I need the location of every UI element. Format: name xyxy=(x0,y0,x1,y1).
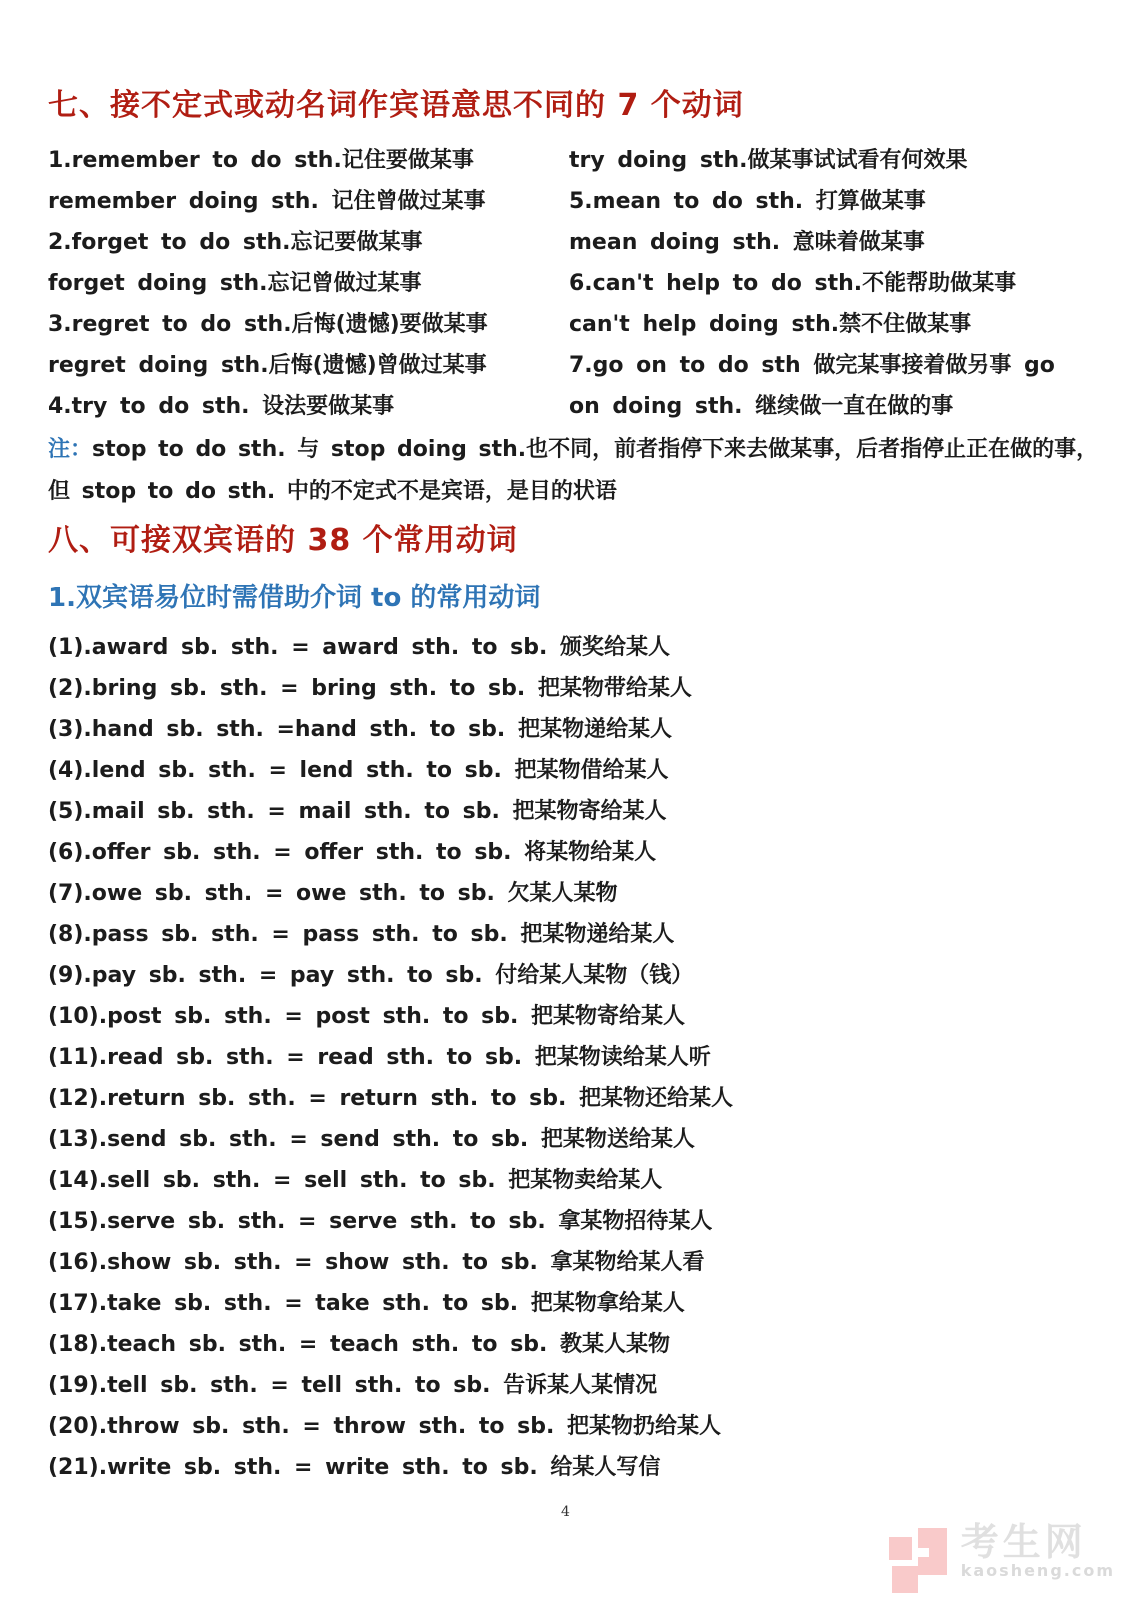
list-item: (9).pay sb. sth. = pay sth. to sb. 付给某人某物（钱） xyxy=(48,963,694,988)
page-number: 4 xyxy=(561,1504,570,1520)
list-item: on doing sth. 继续做一直在做的事 xyxy=(569,394,954,419)
kaosheng-watermark xyxy=(889,1522,1115,1594)
list-item: (1).award sb. sth. = award sth. to sb. 颁奖给某人 xyxy=(48,635,671,660)
list-item: can't help doing sth.禁不住做某事 xyxy=(569,312,972,337)
list-item: (10).post sb. sth. = post sth. to sb. 把某物寄给某人 xyxy=(48,1004,686,1029)
list-item: remember doing sth. 记住曾做过某事 xyxy=(48,189,486,214)
list-item: (18).teach sb. sth. = teach sth. to sb. 教某人某物 xyxy=(48,1332,671,1357)
list-item: (2).bring sb. sth. = bring sth. to sb. 把某物带给某人 xyxy=(48,676,692,701)
section8-subsection1-title: 1.双宾语易位时需借助介词 to 的常用动词 xyxy=(48,583,541,613)
list-item: 6.can't help to do sth.不能帮助做某事 xyxy=(569,271,1017,296)
list-item: (16).show sb. sth. = show sth. to sb. 拿某物给某人看 xyxy=(48,1250,705,1275)
section7-two-column-list xyxy=(48,140,1101,427)
list-item: 7.go on to do sth 做完某事接着做另事 go xyxy=(569,353,1055,378)
list-item: (4).lend sb. sth. = lend sth. to sb. 把某物借给某人 xyxy=(48,758,669,783)
list-item: (21).write sb. sth. = write sth. to sb. 给某人写信 xyxy=(48,1455,661,1480)
list-item: (6).offer sb. sth. = offer sth. to sb. 将某物给某人 xyxy=(48,840,657,865)
list-item: (7).owe sb. sth. = owe sth. to sb. 欠某人某物 xyxy=(48,881,618,906)
list-item: 4.try to do sth. 设法要做某事 xyxy=(48,394,395,419)
watermark-site-name: 考生网 xyxy=(960,1520,1087,1564)
list-item: try doing sth.做某事试试看有何效果 xyxy=(569,148,968,173)
section8-verb-list xyxy=(48,627,1101,1488)
list-item: (15).serve sb. sth. = serve sth. to sb. 拿某物招待某人 xyxy=(48,1209,713,1234)
note-label: 注： xyxy=(48,437,93,462)
list-item: 1.remember to do sth.记住要做某事 xyxy=(48,148,474,173)
list-item: (13).send sb. sth. = send sth. to sb. 把某物送给某人 xyxy=(48,1127,695,1152)
list-item: (12).return sb. sth. = return sth. to sb. 把某物还给某人 xyxy=(48,1086,734,1111)
watermark-site-domain: kaosheng.com xyxy=(960,1561,1115,1580)
list-item: mean doing sth. 意味着做某事 xyxy=(569,230,925,255)
list-item: (8).pass sb. sth. = pass sth. to sb. 把某物递给某人 xyxy=(48,922,675,947)
list-item: (20).throw sb. sth. = throw sth. to sb. 把某物扔给某人 xyxy=(48,1414,722,1439)
kaosheng-logo-icon xyxy=(889,1528,951,1594)
list-item: (3).hand sb. sth. =hand sth. to sb. 把某物递给某人 xyxy=(48,717,672,742)
section7-right-column xyxy=(569,140,1101,427)
list-item: forget doing sth.忘记曾做过某事 xyxy=(48,271,422,296)
list-item: regret doing sth.后悔(遗憾)曾做过某事 xyxy=(48,353,487,378)
section7-title: 七、接不定式或动名词作宾语意思不同的 7 个动词 xyxy=(48,88,744,123)
list-item: (19).tell sb. sth. = tell sth. to sb. 告诉某人某情况 xyxy=(48,1373,658,1398)
list-item: 5.mean to do sth. 打算做某事 xyxy=(569,189,926,214)
list-item: (17).take sb. sth. = take sth. to sb. 把某物拿给某人 xyxy=(48,1291,685,1316)
list-item: (11).read sb. sth. = read sth. to sb. 把某物读给某人听 xyxy=(48,1045,711,1070)
list-item: (5).mail sb. sth. = mail sth. to sb. 把某物寄给某人 xyxy=(48,799,667,824)
section7-note xyxy=(48,429,1101,513)
list-item: 2.forget to do sth.忘记要做某事 xyxy=(48,230,423,255)
note-text: stop to do sth. 与 stop doing sth.也不同，前者指停下来去做某事，后者指停止正在做的事，但 stop to do sth. 中的不定式不是宾语，是目的状语 xyxy=(48,437,1099,504)
section8-title: 八、可接双宾语的 38 个常用动词 xyxy=(48,523,518,558)
section7-left-column xyxy=(48,140,569,427)
list-item: 3.regret to do sth.后悔(遗憾)要做某事 xyxy=(48,312,488,337)
watermark-text xyxy=(961,1522,1115,1580)
list-item: (14).sell sb. sth. = sell sth. to sb. 把某物卖给某人 xyxy=(48,1168,663,1193)
